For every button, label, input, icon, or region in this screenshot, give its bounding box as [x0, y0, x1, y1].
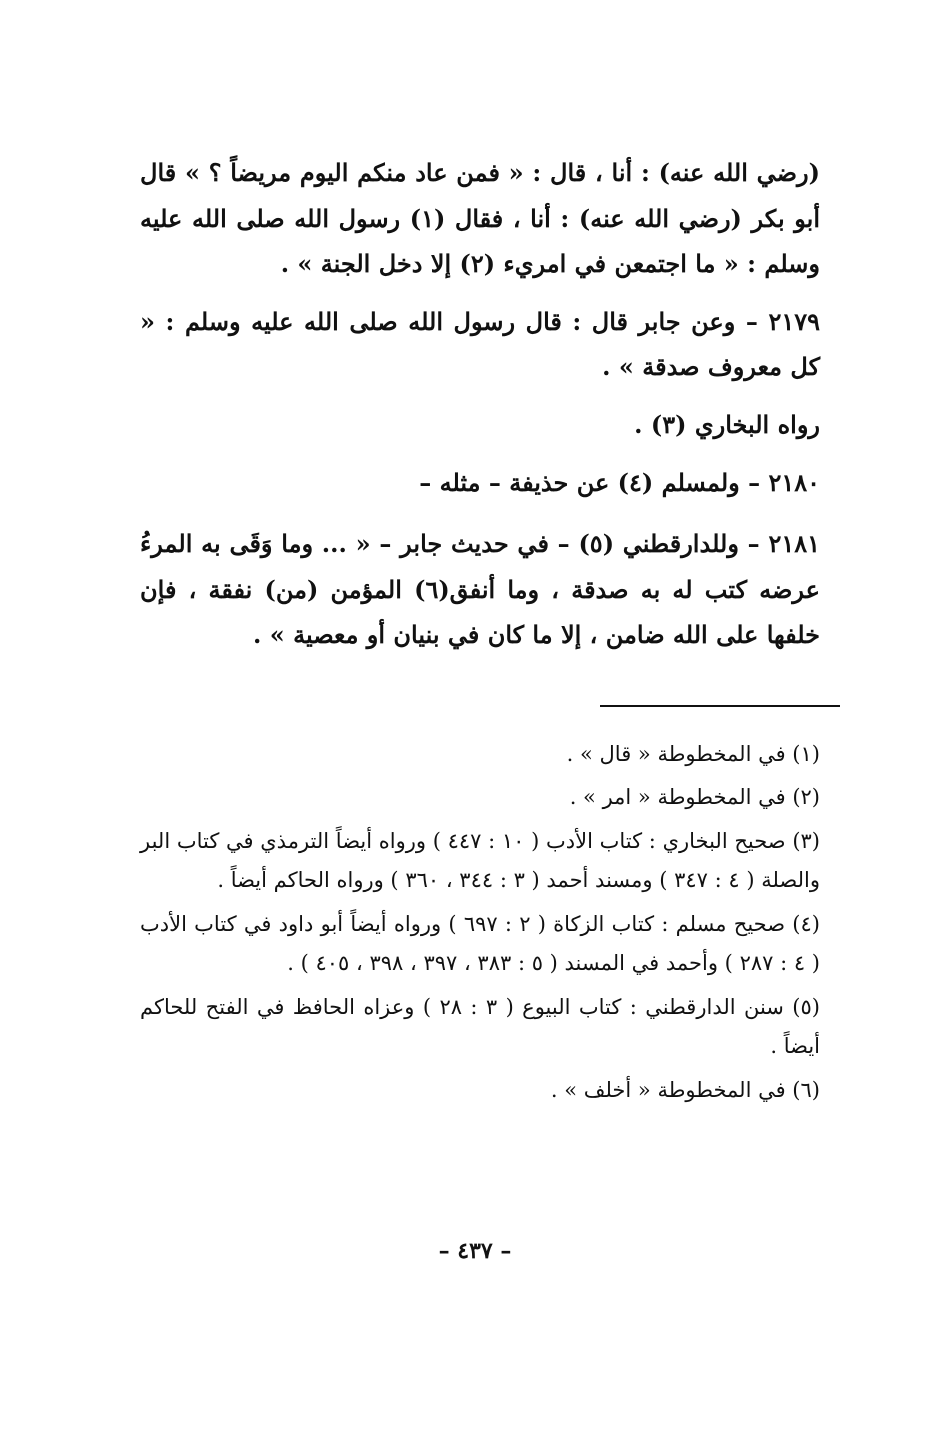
footnote-separator	[600, 705, 840, 707]
paragraph-continuation: (رضي الله عنه) : أنا ، قال : « فمن عاد منكم اليوم مريضاً ؟ » قال أبو بكر (رضي الله عنه) : أنا ، فقال (١) رسول الله صلى الله عليه وسلم : « ما اجتمعن في امريء (٢) إلا دخل الجنة » .	[140, 158, 820, 279]
footnote-6: (٦) في المخطوطة « أخلف » .	[550, 1077, 820, 1102]
footnote-1: (١) في المخطوطة « قال » .	[566, 742, 820, 766]
hadith-2179: ٢١٧٩ – وعن جابر قال : قال رسول الله صلى الله عليه وسلم : « كل معروف صدقة » .	[140, 306, 820, 382]
footnotes	[140, 735, 820, 1114]
hadith-2181: ٢١٨١ – وللدارقطني (٥) – في حديث جابر – « ... وما وَقَى به المرءُ عرضه كتب له به صدقة ، وما أنفق(٦) المؤمن (من) نفقة ، فإن خلفها على الله ضامن ، إلا ما كان في بنيان أو معصية » .	[140, 529, 821, 650]
footnote-2: (٢) في المخطوطة « امر » .	[569, 785, 820, 810]
footnote-3: (٣) صحيح البخاري : كتاب الأدب ( ١٠ : ٤٤٧ ) ورواه أيضاً الترمذي في كتاب البر والصلة ( ٤ : ٣٤٧ ) ومسند أحمد ( ٣ : ٣٤٤ ، ٣٦٠ ) ورواه الحاكم أيضاً .	[140, 828, 820, 893]
main-text	[140, 150, 820, 670]
hadith-2179-source: رواه البخاري (٣) .	[634, 409, 820, 439]
footnote-5: (٥) سنن الدارقطني : كتاب البيوع ( ٣ : ٢٨ ) وعزاه الحافظ في الفتح للحاكم أيضاً .	[140, 994, 820, 1059]
page-number: – ٤٣٧ –	[438, 1238, 512, 1264]
hadith-2180: ٢١٨٠ – ولمسلم (٤) عن حذيفة – مثله –	[419, 467, 820, 497]
footnote-4: (٤) صحيح مسلم : كتاب الزكاة ( ٢ : ٦٩٧ ) ورواه أيضاً أبو داود في كتاب الأدب ( ٤ : ٢٨٧ ) وأحمد في المسند ( ٥ : ٣٨٣ ، ٣٩٧ ، ٣٩٨ ، ٤٠٥ ) .	[140, 911, 820, 976]
